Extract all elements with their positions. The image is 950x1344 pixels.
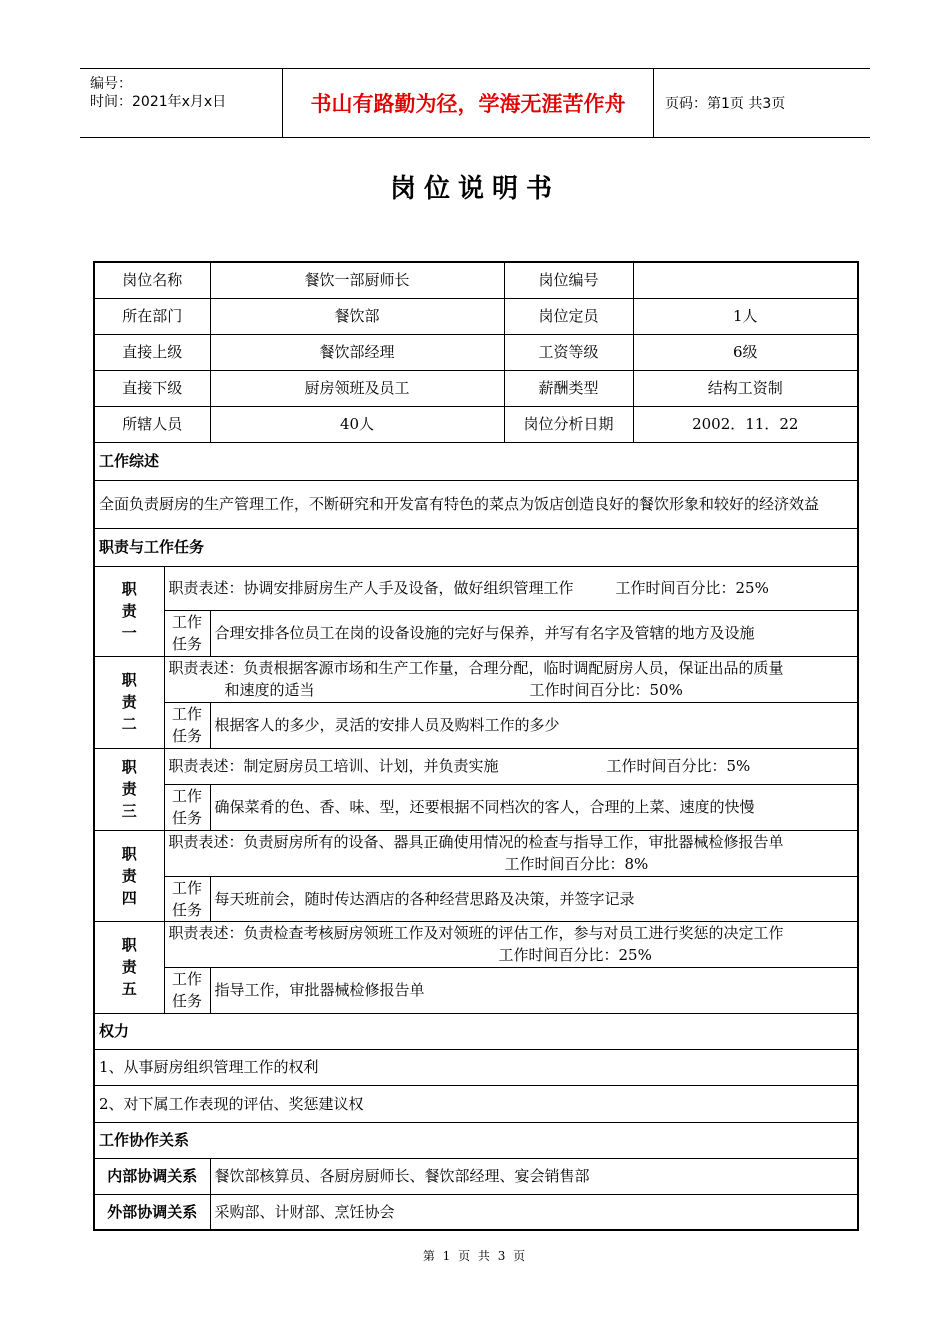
info-value: 厨房领班及员工 (210, 370, 504, 406)
duty-desc: 职责表述：负责根据客源市场和生产工作量，合理分配，临时调配厨房人员，保证出品的质量 和速度的适当 工作时间百分比：50% (164, 656, 858, 702)
duties-heading: 职责与工作任务 (94, 528, 858, 566)
info-label: 岗位编号 (504, 262, 633, 298)
code-label: 编号： (90, 76, 132, 92)
info-label: 工资等级 (504, 334, 633, 370)
duty-label: 职责二 (94, 656, 164, 748)
info-label: 岗位名称 (94, 262, 210, 298)
duty-desc: 职责表述：负责检查考核厨房领班工作及对领班的评估工作，参与对员工进行奖惩的决定工作 工作时间百分比：25% (164, 921, 858, 967)
duty-label: 职责三 (94, 748, 164, 830)
duty-label: 职责一 (94, 566, 164, 656)
duty-label: 职责四 (94, 830, 164, 921)
duty-percent: 工作时间百分比：50% (529, 681, 683, 699)
task-text: 合理安排各位员工在岗的设备设施的完好与保养，并写有名字及管辖的地方及设施 (210, 610, 858, 656)
header-meta (80, 69, 283, 137)
info-value: 餐饮部经理 (210, 334, 504, 370)
duty-row (94, 748, 858, 784)
info-value: 餐饮部 (210, 298, 504, 334)
task-row (94, 610, 858, 656)
info-row (94, 262, 858, 298)
task-text: 根据客人的多少，灵活的安排人员及购料工作的多少 (210, 702, 858, 748)
info-label: 直接上级 (94, 334, 210, 370)
info-label: 所在部门 (94, 298, 210, 334)
info-row (94, 370, 858, 406)
duty-label: 职责五 (94, 921, 164, 1013)
duty-desc: 职责表述：协调安排厨房生产人手及设备，做好组织管理工作 工作时间百分比：25% (164, 566, 858, 610)
header-slogan: 书山有路勤为径，学海无涯苦作舟 (283, 69, 654, 137)
task-text: 确保菜肴的色、香、味、型，还要根据不同档次的客人，合理的上菜、速度的快慢 (210, 784, 858, 830)
info-value: 结构工资制 (633, 370, 858, 406)
job-description-table (93, 261, 859, 1231)
internal-relation-label: 内部协调关系 (94, 1158, 210, 1194)
info-value (633, 262, 858, 298)
duty-desc: 职责表述：制定厨房员工培训、计划，并负责实施 工作时间百分比：5% (164, 748, 858, 784)
authority-item: 1、从事厨房组织管理工作的权利 (94, 1049, 858, 1085)
duty-row (94, 921, 858, 967)
task-row (94, 876, 858, 921)
info-value: 1人 (633, 298, 858, 334)
duty-desc: 职责表述：负责厨房所有的设备、器具正确使用情况的检查与指导工作，审批器械检修报告单 工作时间百分比：8% (164, 830, 858, 876)
authority-heading: 权力 (94, 1013, 858, 1049)
task-text: 每天班前会，随时传达酒店的各种经营思路及决策，并签字记录 (210, 876, 858, 921)
date-label: 时间：2021年x月x日 (90, 94, 227, 110)
info-label: 直接下级 (94, 370, 210, 406)
document-title: 岗位说明书 (389, 174, 560, 204)
task-row (94, 784, 858, 830)
info-value: 餐饮一部厨师长 (210, 262, 504, 298)
duty-percent: 工作时间百分比：25% (615, 579, 769, 597)
info-value: 6级 (633, 334, 858, 370)
relations-heading: 工作协作关系 (94, 1122, 858, 1158)
duty-row (94, 656, 858, 702)
header-page-info: 页码：第1页 共3页 (665, 96, 786, 112)
info-value: 2002．11．22 (633, 406, 858, 442)
page-header (80, 68, 870, 138)
info-row (94, 298, 858, 334)
info-label: 岗位分析日期 (504, 406, 633, 442)
external-relation-value: 采购部、计财部、烹饪协会 (210, 1194, 858, 1230)
summary-text: 全面负责厨房的生产管理工作，不断研究和开发富有特色的菜点为饭店创造良好的餐饮形象和较好的经济效益 (94, 480, 858, 528)
task-text: 指导工作，审批器械检修报告单 (210, 967, 858, 1013)
info-label: 薪酬类型 (504, 370, 633, 406)
duty-percent: 工作时间百分比：8% (504, 855, 649, 873)
info-label: 所辖人员 (94, 406, 210, 442)
duty-percent: 工作时间百分比：25% (498, 946, 652, 964)
task-row (94, 967, 858, 1013)
internal-relation-value: 餐饮部核算员、各厨房厨师长、餐饮部经理、宴会销售部 (210, 1158, 858, 1194)
relation-row (94, 1158, 858, 1194)
task-label: 工作任务 (164, 784, 210, 830)
task-label: 工作任务 (164, 702, 210, 748)
duty-row (94, 566, 858, 610)
task-label: 工作任务 (164, 967, 210, 1013)
task-label: 工作任务 (164, 876, 210, 921)
info-value: 40人 (210, 406, 504, 442)
task-label: 工作任务 (164, 610, 210, 656)
duty-percent: 工作时间百分比：5% (606, 757, 751, 775)
page-footer: 第 1 页 共 3 页 (422, 1249, 528, 1263)
summary-heading: 工作综述 (94, 442, 858, 480)
duty-row (94, 830, 858, 876)
authority-item: 2、对下属工作表现的评估、奖惩建议权 (94, 1085, 858, 1122)
relation-row (94, 1194, 858, 1230)
external-relation-label: 外部协调关系 (94, 1194, 210, 1230)
info-row (94, 334, 858, 370)
info-row (94, 406, 858, 442)
task-row (94, 702, 858, 748)
info-label: 岗位定员 (504, 298, 633, 334)
